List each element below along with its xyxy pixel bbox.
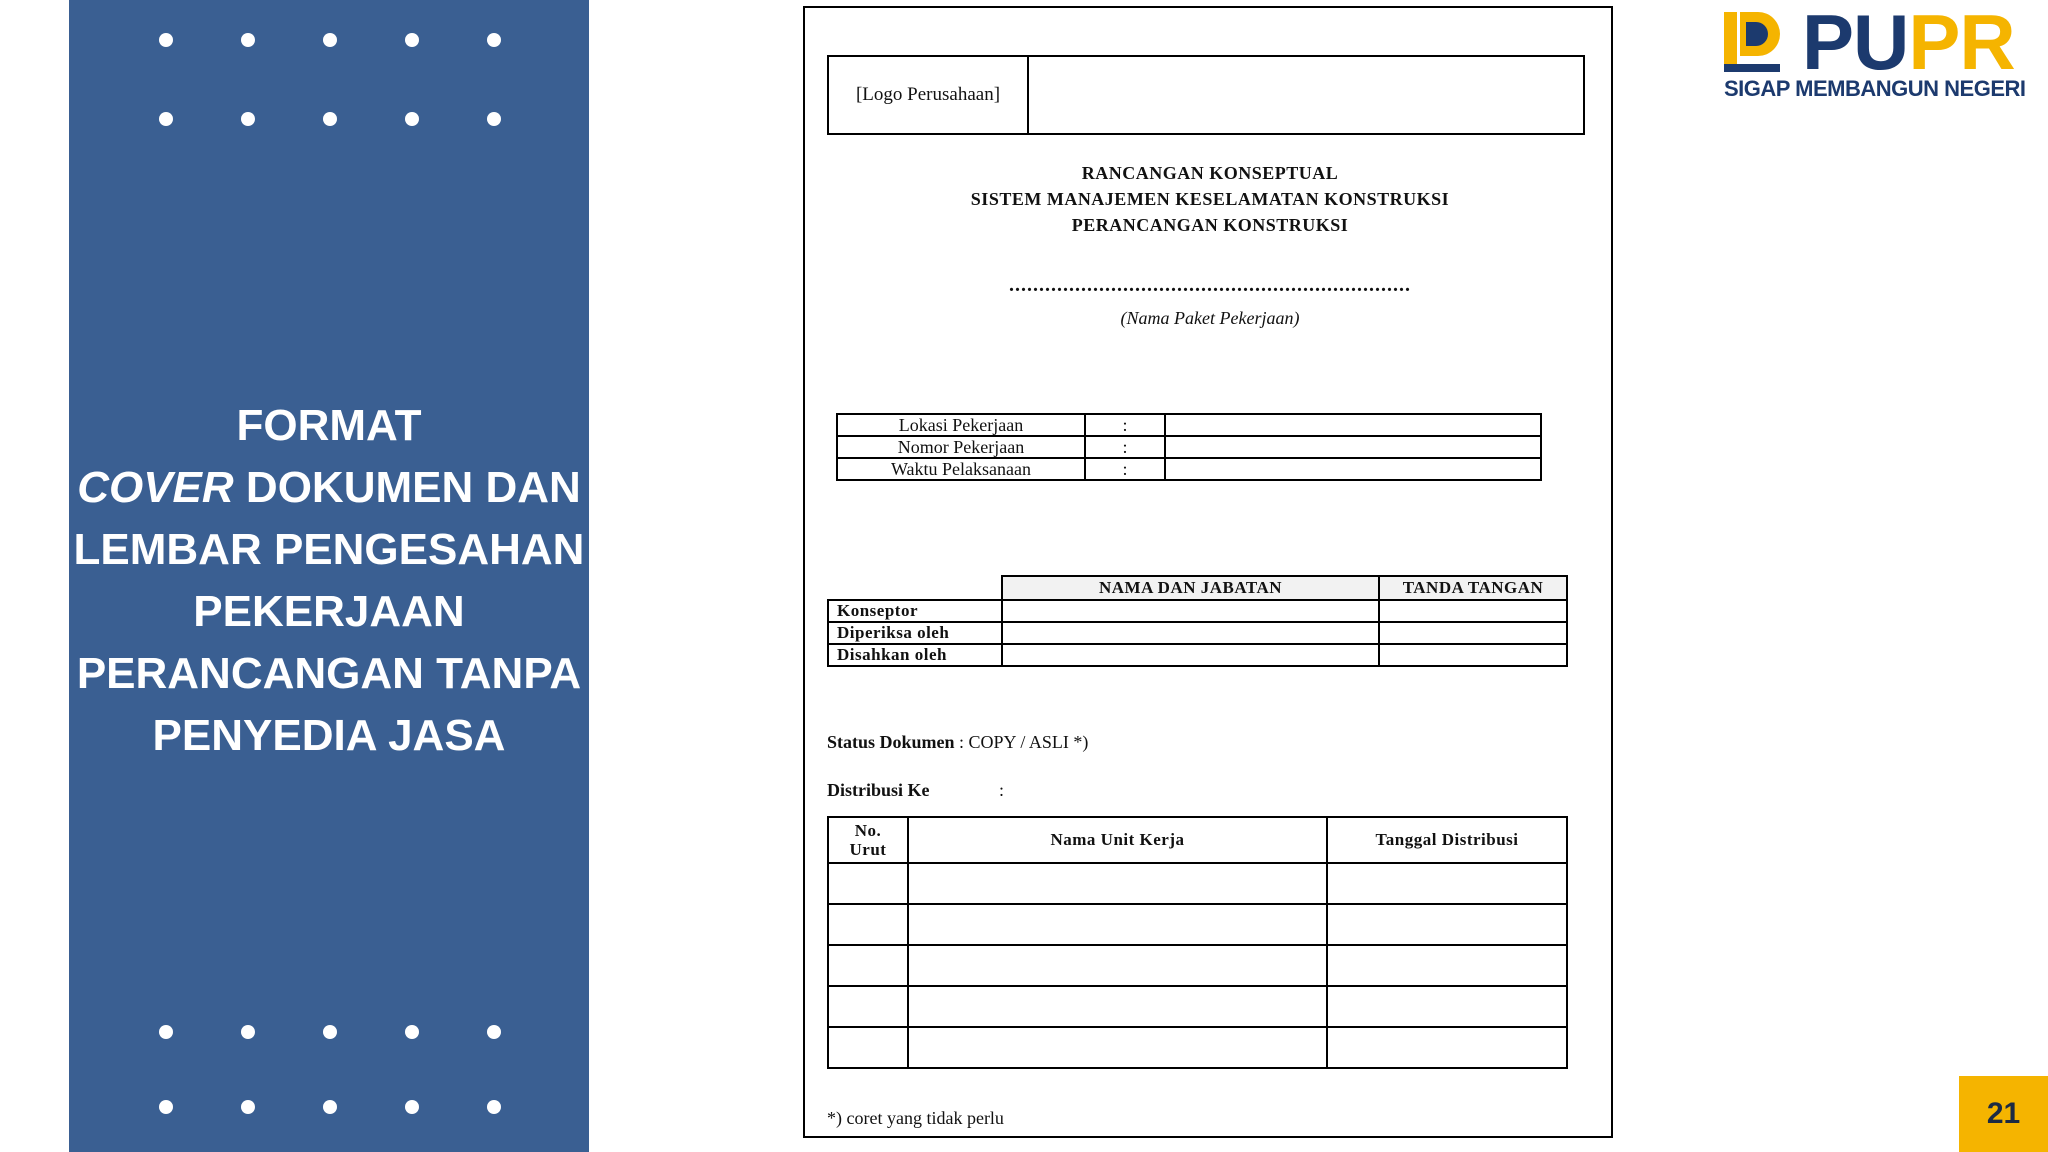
- info-label: Nomor Pekerjaan: [837, 436, 1085, 458]
- info-sep: :: [1085, 458, 1165, 480]
- dist-cell: [1327, 1027, 1567, 1068]
- document-status: [827, 732, 1088, 753]
- approval-signature-cell: [1379, 644, 1567, 666]
- footnote: *) coret yang tidak perlu: [827, 1108, 1004, 1128]
- decorative-dot: [323, 33, 337, 47]
- info-value: [1165, 458, 1541, 480]
- table-row: [837, 414, 1541, 436]
- decorative-dot: [487, 1100, 501, 1114]
- table-row: [837, 436, 1541, 458]
- decorative-dot: [159, 33, 173, 47]
- dist-cell: [908, 986, 1327, 1027]
- table-row: [828, 863, 1567, 904]
- table-row: [828, 986, 1567, 1027]
- header-signature: TANDA TANGAN: [1379, 576, 1567, 600]
- approval-name-cell: [1002, 622, 1379, 644]
- header-no: No.: [854, 821, 882, 840]
- title-line-4: PEKERJAAN: [193, 587, 465, 636]
- wordmark-pr: PR: [1908, 0, 2015, 86]
- decorative-dot: [241, 33, 255, 47]
- logo-placeholder: [Logo Perusahaan]: [829, 57, 1029, 133]
- wordmark-pu: PU: [1802, 0, 1909, 86]
- dist-cell: [828, 986, 908, 1027]
- decorative-dot: [405, 33, 419, 47]
- table-row: [828, 945, 1567, 986]
- table-row: [828, 1027, 1567, 1068]
- info-label: Lokasi Pekerjaan: [837, 414, 1085, 436]
- dist-cell: [908, 1027, 1327, 1068]
- empty-header: [828, 576, 1002, 600]
- dist-cell: [908, 904, 1327, 945]
- dist-cell: [1327, 863, 1567, 904]
- page-number: 21: [1959, 1076, 2048, 1152]
- decorative-dot: [323, 1025, 337, 1039]
- decorative-dot: [405, 1100, 419, 1114]
- dist-cell: [828, 904, 908, 945]
- dist-cell: [1327, 986, 1567, 1027]
- decorative-dot: [159, 1100, 173, 1114]
- approval-role: Diperiksa oleh: [828, 622, 1002, 644]
- dist-cell: [908, 863, 1327, 904]
- table-header-row: [828, 817, 1567, 863]
- package-name-label: (Nama Paket Pekerjaan): [1120, 308, 1300, 328]
- decorative-dot: [487, 112, 501, 126]
- header-distribution-date: Tanggal Distribusi: [1327, 817, 1567, 863]
- approval-name-cell: [1002, 644, 1379, 666]
- dist-cell: [1327, 945, 1567, 986]
- dist-cell: [828, 945, 908, 986]
- decorative-dot: [405, 1025, 419, 1039]
- info-value: [1165, 436, 1541, 458]
- info-table: [836, 413, 1542, 481]
- table-header-row: [828, 576, 1567, 600]
- info-value: [1165, 414, 1541, 436]
- approval-role: Disahkan oleh: [828, 644, 1002, 666]
- dist-cell: [908, 945, 1327, 986]
- info-sep: :: [1085, 436, 1165, 458]
- approval-role: Konseptor: [828, 600, 1002, 622]
- title-line-1: FORMAT: [236, 401, 422, 450]
- table-row: [828, 644, 1567, 666]
- left-panel: [69, 0, 589, 1152]
- pupr-wordmark: [1802, 0, 2015, 86]
- info-label: Waktu Pelaksanaan: [837, 458, 1085, 480]
- header-unit-name: Nama Unit Kerja: [908, 817, 1327, 863]
- info-sep: :: [1085, 414, 1165, 436]
- header-no-urut: [828, 817, 908, 863]
- pupr-emblem-icon: [1724, 10, 1784, 72]
- decorative-dot: [241, 1025, 255, 1039]
- decorative-dot: [241, 112, 255, 126]
- title-italic-word: COVER: [77, 463, 234, 512]
- dist-cell: [828, 863, 908, 904]
- decorative-dot: [159, 1025, 173, 1039]
- doc-heading-2: SISTEM MANAJEMEN KESELAMATAN KONSTRUKSI: [970, 189, 1450, 209]
- logo-tagline: SIGAP MEMBANGUN NEGERI: [1724, 76, 2026, 101]
- dist-cell: [828, 1027, 908, 1068]
- decorative-dot: [405, 112, 419, 126]
- decorative-dot: [159, 112, 173, 126]
- company-logo-box: [827, 55, 1585, 135]
- decorative-dot: [487, 1025, 501, 1039]
- title-line-2-rest: DOKUMEN DAN: [233, 463, 581, 512]
- decorative-dot: [487, 33, 501, 47]
- pupr-logo: [1724, 0, 2036, 105]
- title-line-3: LEMBAR PENGESAHAN: [73, 525, 585, 574]
- approval-signature-cell: [1379, 622, 1567, 644]
- header-urut: Urut: [849, 840, 887, 859]
- status-value: : COPY / ASLI *): [954, 732, 1089, 752]
- doc-heading-1: RANCANGAN KONSEPTUAL: [1081, 163, 1339, 183]
- slide-title: [69, 395, 589, 767]
- approval-table: [827, 575, 1568, 667]
- status-label: Status Dokumen: [827, 732, 955, 752]
- dist-cell: [1327, 904, 1567, 945]
- table-row: [828, 622, 1567, 644]
- title-line-6: PENYEDIA JASA: [152, 711, 506, 760]
- title-line-2: [69, 457, 589, 519]
- distribution-label: [827, 780, 1005, 801]
- distribution-colon: :: [999, 780, 1005, 800]
- document-template: [803, 6, 1613, 1138]
- distribution-table: [827, 816, 1568, 1069]
- table-row: [837, 458, 1541, 480]
- decorative-dot: [241, 1100, 255, 1114]
- decorative-dot: [323, 1100, 337, 1114]
- header-name-position: NAMA DAN JABATAN: [1002, 576, 1379, 600]
- table-row: [828, 600, 1567, 622]
- doc-heading-3: PERANCANGAN KONSTRUKSI: [1071, 215, 1349, 235]
- approval-name-cell: [1002, 600, 1379, 622]
- title-line-5: PERANCANGAN TANPA: [76, 649, 582, 698]
- distribution-label-text: Distribusi Ke: [827, 780, 930, 800]
- approval-signature-cell: [1379, 600, 1567, 622]
- decorative-dot: [323, 112, 337, 126]
- package-name-line: ...................................................................: [1009, 274, 1411, 296]
- table-row: [828, 904, 1567, 945]
